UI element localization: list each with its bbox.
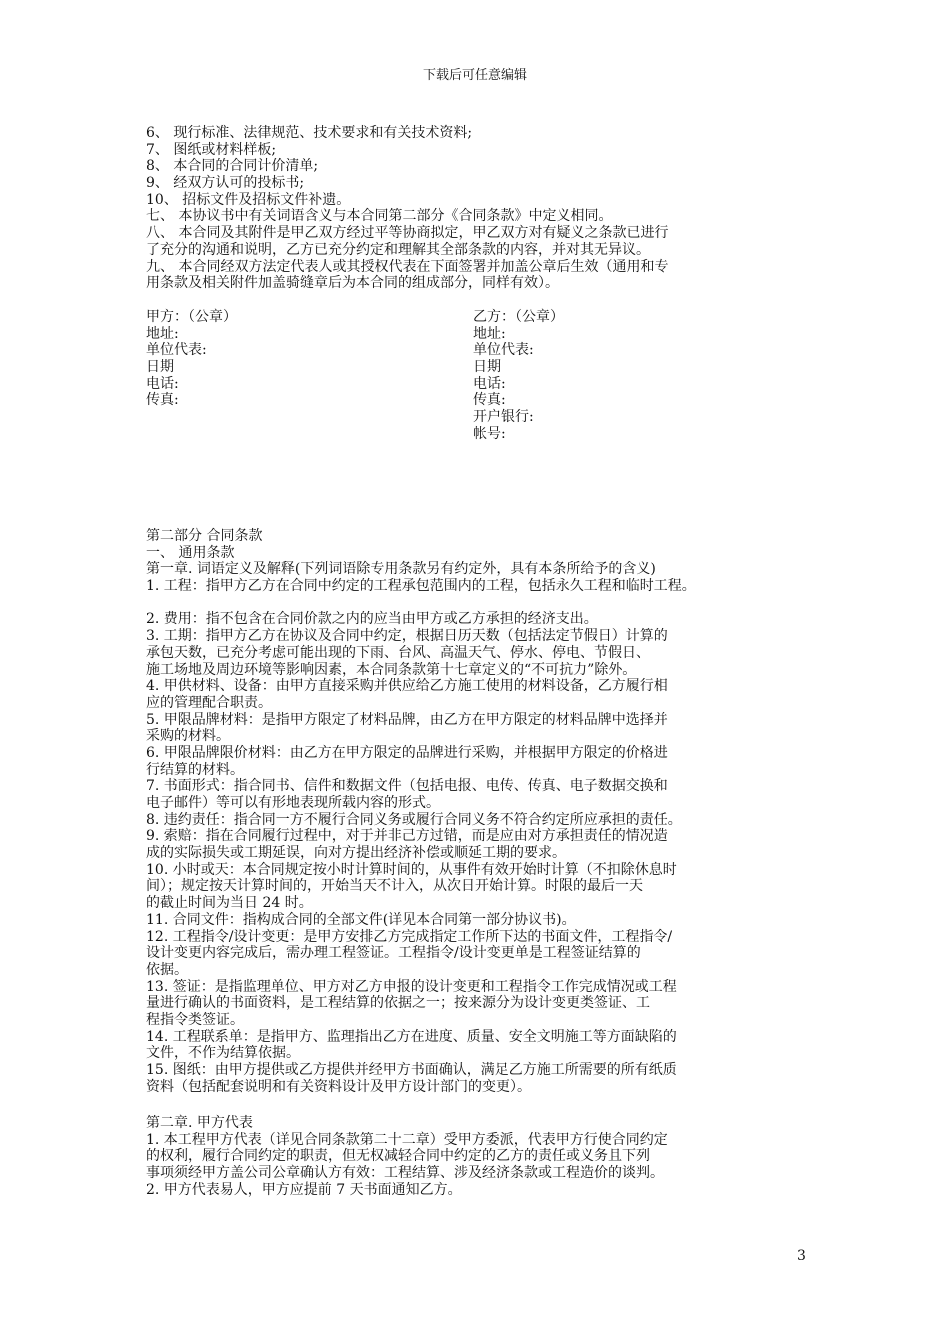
text-line: 14. 工程联系单：是指甲方、监理指出乙方在进度、质量、安全文明施工等方面缺陷的 (146, 1028, 677, 1045)
text-line: 8、 本合同的合同计价清单; (146, 158, 319, 175)
text-line: 成的实际损失或工期延误，向对方提出经济补偿或顺延工期的要求。 (146, 845, 566, 862)
party-b-address: 地址: (473, 325, 506, 342)
subsection-title: 一、 通用条款 (146, 544, 235, 561)
party-b-account: 帐号: (473, 425, 506, 442)
party-b-bank: 开户银行: (473, 409, 534, 426)
section-party-a-representative (146, 1115, 826, 1198)
text-line: 1. 工程：指甲方乙方在合同中约定的工程承包范围内的工程，包括永久工程和临时工程。 (146, 578, 696, 595)
text-line: 资料（包括配套说明和有关资料设计及甲方设计部门的变更）。 (146, 1078, 531, 1095)
text-line: 2. 费用：指不包含在合同价款之内的应当由甲方或乙方承担的经济支出。 (146, 611, 598, 628)
text-line: 的权利，履行合同约定的职责，但无权减轻合同中约定的乙方的责任或义务且下列 (146, 1148, 650, 1165)
party-b-phone: 电话: (473, 375, 506, 392)
chapter-title: 第二章. 甲方代表 (146, 1115, 253, 1131)
text-line: 6. 甲限品牌限价材料：由乙方在甲方限定的品牌进行采购，并根据甲方限定的价格进 (146, 744, 668, 761)
section-title: 第二部分 合同条款 (146, 528, 263, 544)
text-line: 的截止时间为当日 24 时。 (146, 895, 313, 912)
text-line: 15. 图纸：由甲方提供或乙方提供并经甲方书面确认，满足乙方施工所需要的所有纸质 (146, 1062, 677, 1078)
text-line: 用条款及相关附件加盖骑缝章后为本合同的组成部分，同样有效）。 (146, 275, 559, 292)
party-b-column (473, 309, 564, 443)
party-a-address: 地址: (146, 325, 179, 342)
text-line: 6、 现行标准、法律规范、技术要求和有关技术资料; (146, 125, 473, 141)
text-line: 行结算的材料。 (146, 761, 244, 778)
party-a-date: 日期 (146, 359, 174, 376)
text-line: 3. 工期：指甲方乙方在协议及合同中约定，根据日历天数（包括法定节假日）计算的 (146, 628, 668, 645)
party-b-title: 乙方：（公章） (473, 309, 564, 325)
text-line: 九、 本合同经双方法定代表人或其授权代表在下面签署并加盖公章后生效（通用和专 (146, 258, 669, 275)
page-number: 3 (797, 1248, 806, 1264)
page-header: 下载后可任意编辑 (422, 68, 527, 83)
text-line: 承包天数，已充分考虑可能出现的下雨、台风、高温天气、停水、停电、节假日、 (146, 644, 650, 661)
text-line: 八、 本合同及其附件是甲乙双方经过平等协商拟定，甲乙双方对有疑义之条款已进行 (146, 225, 669, 242)
text-line: 10. 小时或天：本合同规定按小时计算时间的，从事件有效开始时计算（不扣除休息时 (146, 861, 677, 878)
text-line: 10、 招标文件及招标文件补遗。 (146, 191, 351, 208)
text-line: 文件，不作为结算依据。 (146, 1045, 300, 1062)
party-b-date: 日期 (473, 359, 501, 376)
text-line: 电子邮件）等可以有形地表现所载内容的形式。 (146, 795, 440, 811)
text-line: 11. 合同文件：指构成合同的全部文件(详见本合同第一部分协议书)。 (146, 911, 576, 928)
text-line: 2. 甲方代表易人，甲方应提前 7 天书面通知乙方。 (146, 1181, 462, 1198)
text-line: 8. 违约责任：指合同一方不履行合同义务或履行合同义务不符合约定所应承担的责任。 (146, 811, 682, 828)
text-line: 应的管理配合职责。 (146, 694, 272, 711)
text-line: 七、 本协议书中有关词语含义与本合同第二部分《合同条款》中定义相同。 (146, 208, 613, 225)
section-general-terms (146, 528, 826, 1095)
party-a-fax: 传真: (146, 392, 179, 409)
text-line: 程指令类签证。 (146, 1011, 244, 1028)
party-b-representative: 单位代表: (473, 342, 534, 359)
text-line: 7. 书面形式：指合同书、信件和数据文件（包括电报、电传、传真、电子数据交换和 (146, 778, 668, 795)
chapter-title: 第一章. 词语定义及解释(下列词语除专用条款另有约定外，具有本条所给予的含义) (146, 561, 656, 578)
signature-section (146, 309, 826, 449)
text-line: 9、 经双方认可的投标书; (146, 175, 305, 192)
text-line: 12. 工程指令/设计变更：是甲方安排乙方完成指定工作所下达的书面文件，工程指令/ (146, 928, 673, 945)
text-line: 施工场地及周边环境等影响因素，本合同条款第十七章定义的“不可抗力”除外。 (146, 661, 637, 678)
text-line: 5. 甲限品牌材料：是指甲方限定了材料品牌，由乙方在甲方限定的材料品牌中选择并 (146, 711, 668, 728)
party-a-column (146, 309, 237, 409)
section-agreement-items (146, 125, 826, 292)
text-line: 了充分的沟通和说明，乙方已充分约定和理解其全部条款的内容，并对其无异议。 (146, 241, 650, 258)
party-a-phone: 电话: (146, 375, 179, 392)
text-line: 4. 甲供材料、设备：由甲方直接采购并供应给乙方施工使用的材料设备，乙方履行相 (146, 678, 668, 695)
text-line: 设计变更内容完成后，需办理工程签证。工程指令/设计变更单是工程签证结算的 (146, 945, 641, 962)
text-line: 采购的材料。 (146, 728, 230, 745)
party-a-title: 甲方：（公章） (146, 309, 237, 325)
blank-line (146, 595, 826, 612)
text-line: 事项须经甲方盖公司公章确认方有效：工程结算、涉及经济条款或工程造价的谈判。 (146, 1165, 664, 1182)
text-line: 13. 签证：是指监理单位、甲方对乙方申报的设计变更和工程指令工作完成情况或工程 (146, 978, 677, 995)
text-line: 9. 索赔：指在合同履行过程中，对于并非己方过错，而是应由对方承担责任的情况造 (146, 828, 668, 845)
party-a-representative: 单位代表: (146, 342, 207, 359)
text-line: 量进行确认的书面资料，是工程结算的依据之一；按来源分为设计变更类签证、工 (146, 995, 650, 1012)
party-b-fax: 传真: (473, 392, 506, 409)
text-line: 依据。 (146, 961, 188, 978)
text-line: 间）；规定按天计算时间的，开始当天不计入，从次日开始计算。时限的最后一天 (146, 878, 643, 895)
text-line: 1. 本工程甲方代表（详见合同条款第二十二章）受甲方委派，代表甲方行使合同约定 (146, 1131, 668, 1148)
text-line: 7、 图纸或材料样板; (146, 141, 277, 158)
